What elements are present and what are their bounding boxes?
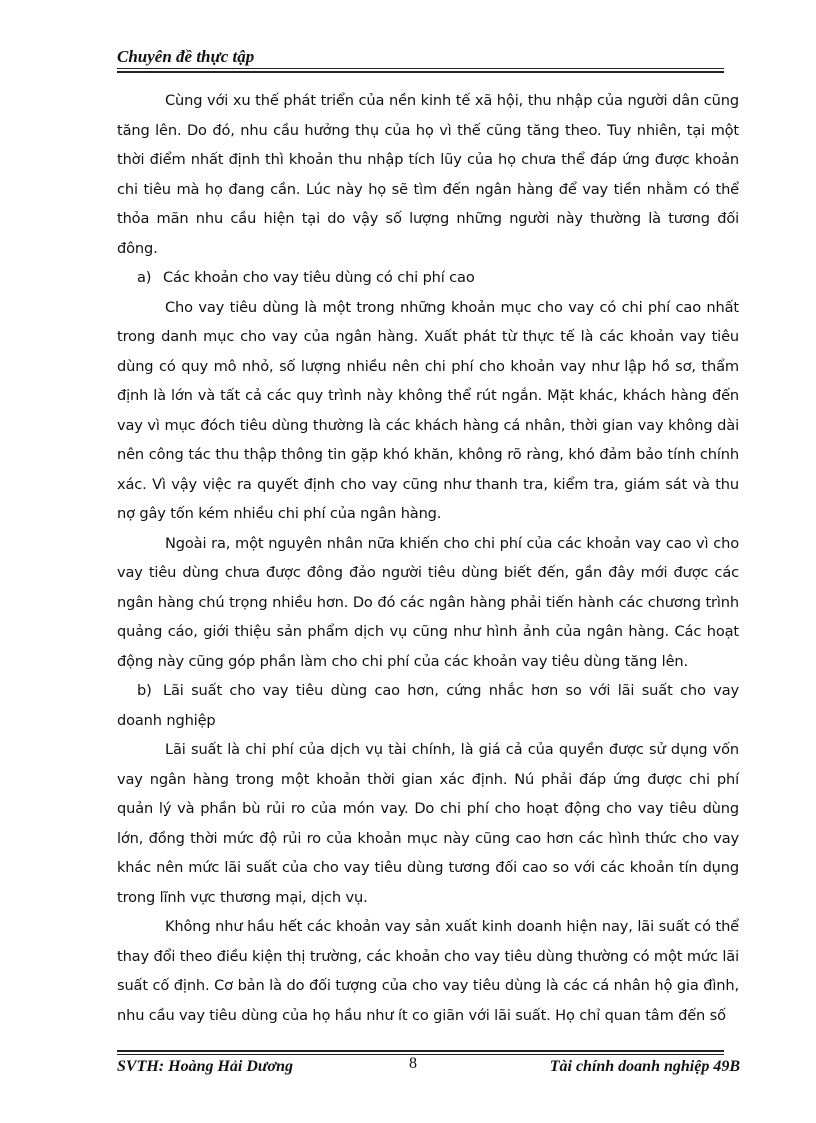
paragraph: Cho vay tiêu dùng là một trong những khoản mục cho vay có chi phí cao nhất trong danh mục cho vay của ngân hàng. Xuất phát từ thực tế là các khoản vay tiêu dùng có quy mô nhỏ, số lượng nhiều nên chi phí cho khoản vay như lập hồ sơ, thẩm định là lớn và tất cả các quy trình này không thể rút ngắn. Mặt khác, khách hàng đến vay vì mục đóch tiêu dùng thường là các khách hàng cá nhân, thời gian vay không dài nên công tác thu thập thông tin gặp khó khăn, không rõ ràng, khó đảm bảo tính chính xác. Vì vậy việc ra quyết định cho vay cũng như thanh tra, kiểm tra, giám sát và thu nợ gây tốn kém nhiều chi phí của ngân hàng. [117, 298, 739, 522]
list-item-a [117, 263, 739, 293]
paragraph: Cùng với xu thế phát triển của nền kinh tế xã hội, thu nhập của người dân cũng tăng lên. Do đó, nhu cầu hưởng thụ của họ vì thế cũng tăng theo. Tuy nhiên, tại một thời điểm nhất định thì khoản thu nhập tích lũy của họ chưa thể đáp ứng được khoản chi tiêu mà họ đang cần. Lúc này họ sẽ tìm đến ngân hàng để vay tiền nhằm có thể thỏa mãn nhu cầu hiện tại do vậy số lượng những người này thường là tương đối đông. [117, 92, 739, 257]
paragraph: Không như hầu hết các khoản vay sản xuất kinh doanh hiện nay, lãi suất có thể thay đổi theo điều kiện thị trường, các khoản cho vay tiêu dùng thường có một mức lãi suất cố định. Cơ bản là do đối tượng của cho vay tiêu dùng là các cá nhân hộ gia đình, nhu cầu vay tiêu dùng của họ hầu như ít co giãn với lãi suất. Họ chỉ quan tâm đến số [117, 918, 739, 1024]
footer-rule-thin [117, 1054, 724, 1055]
footer-class: Tài chính doanh nghiệp 49B [549, 1058, 740, 1075]
paragraph: Ngoài ra, một nguyên nhân nữa khiến cho chi phí của các khoản vay cao vì cho vay tiêu dùng chưa được đông đảo người tiêu dùng biết đến, gần đây mới được các ngân hàng chú trọng nhiều hơn. Do đó các ngân hàng phải tiến hành các chương trình quảng cáo, giới thiệu sản phẩm dịch vụ cũng như hình ảnh của ngân hàng. Các hoạt động này cũng góp phần làm cho chi phí của các khoản vay tiêu dùng tăng lên. [117, 534, 739, 670]
page-number: 8 [409, 1055, 417, 1072]
list-marker: b) [137, 682, 152, 699]
footer-rule-thick [117, 1050, 724, 1052]
header-rule-thick [117, 71, 724, 73]
header-rule-thin [117, 68, 724, 69]
list-item-b [117, 676, 739, 735]
document-body [117, 86, 739, 1030]
list-item-text: Các khoản cho vay tiêu dùng có chi phí cao [163, 269, 475, 286]
list-marker: a) [137, 269, 152, 286]
header-title: Chuyên đề thực tập [117, 47, 255, 66]
list-item-text: Lãi suất cho vay tiêu dùng cao hơn, cứng nhắc hơn so với lãi suất cho vay doanh nghiệp [117, 682, 739, 729]
paragraph: Lãi suất là chi phí của dịch vụ tài chính, là giá cả của quyền được sử dụng vốn vay ngân hàng trong một khoản thời gian xác định. Nú phải đáp ứng được chi phí quản lý và phần bù rủi ro của món vay. Do chi phí cho hoạt động cho vay tiêu dùng lớn, đồng thời mức độ rủi ro của khoản mục này cũng cao hơn các hình thức cho vay khác nên mức lãi suất của cho vay tiêu dùng tương đối cao so với các khoản tín dụng trong lĩnh vực thương mại, dịch vụ. [117, 741, 739, 906]
footer-author: SVTH: Hoàng Hải Dương [117, 1058, 293, 1075]
